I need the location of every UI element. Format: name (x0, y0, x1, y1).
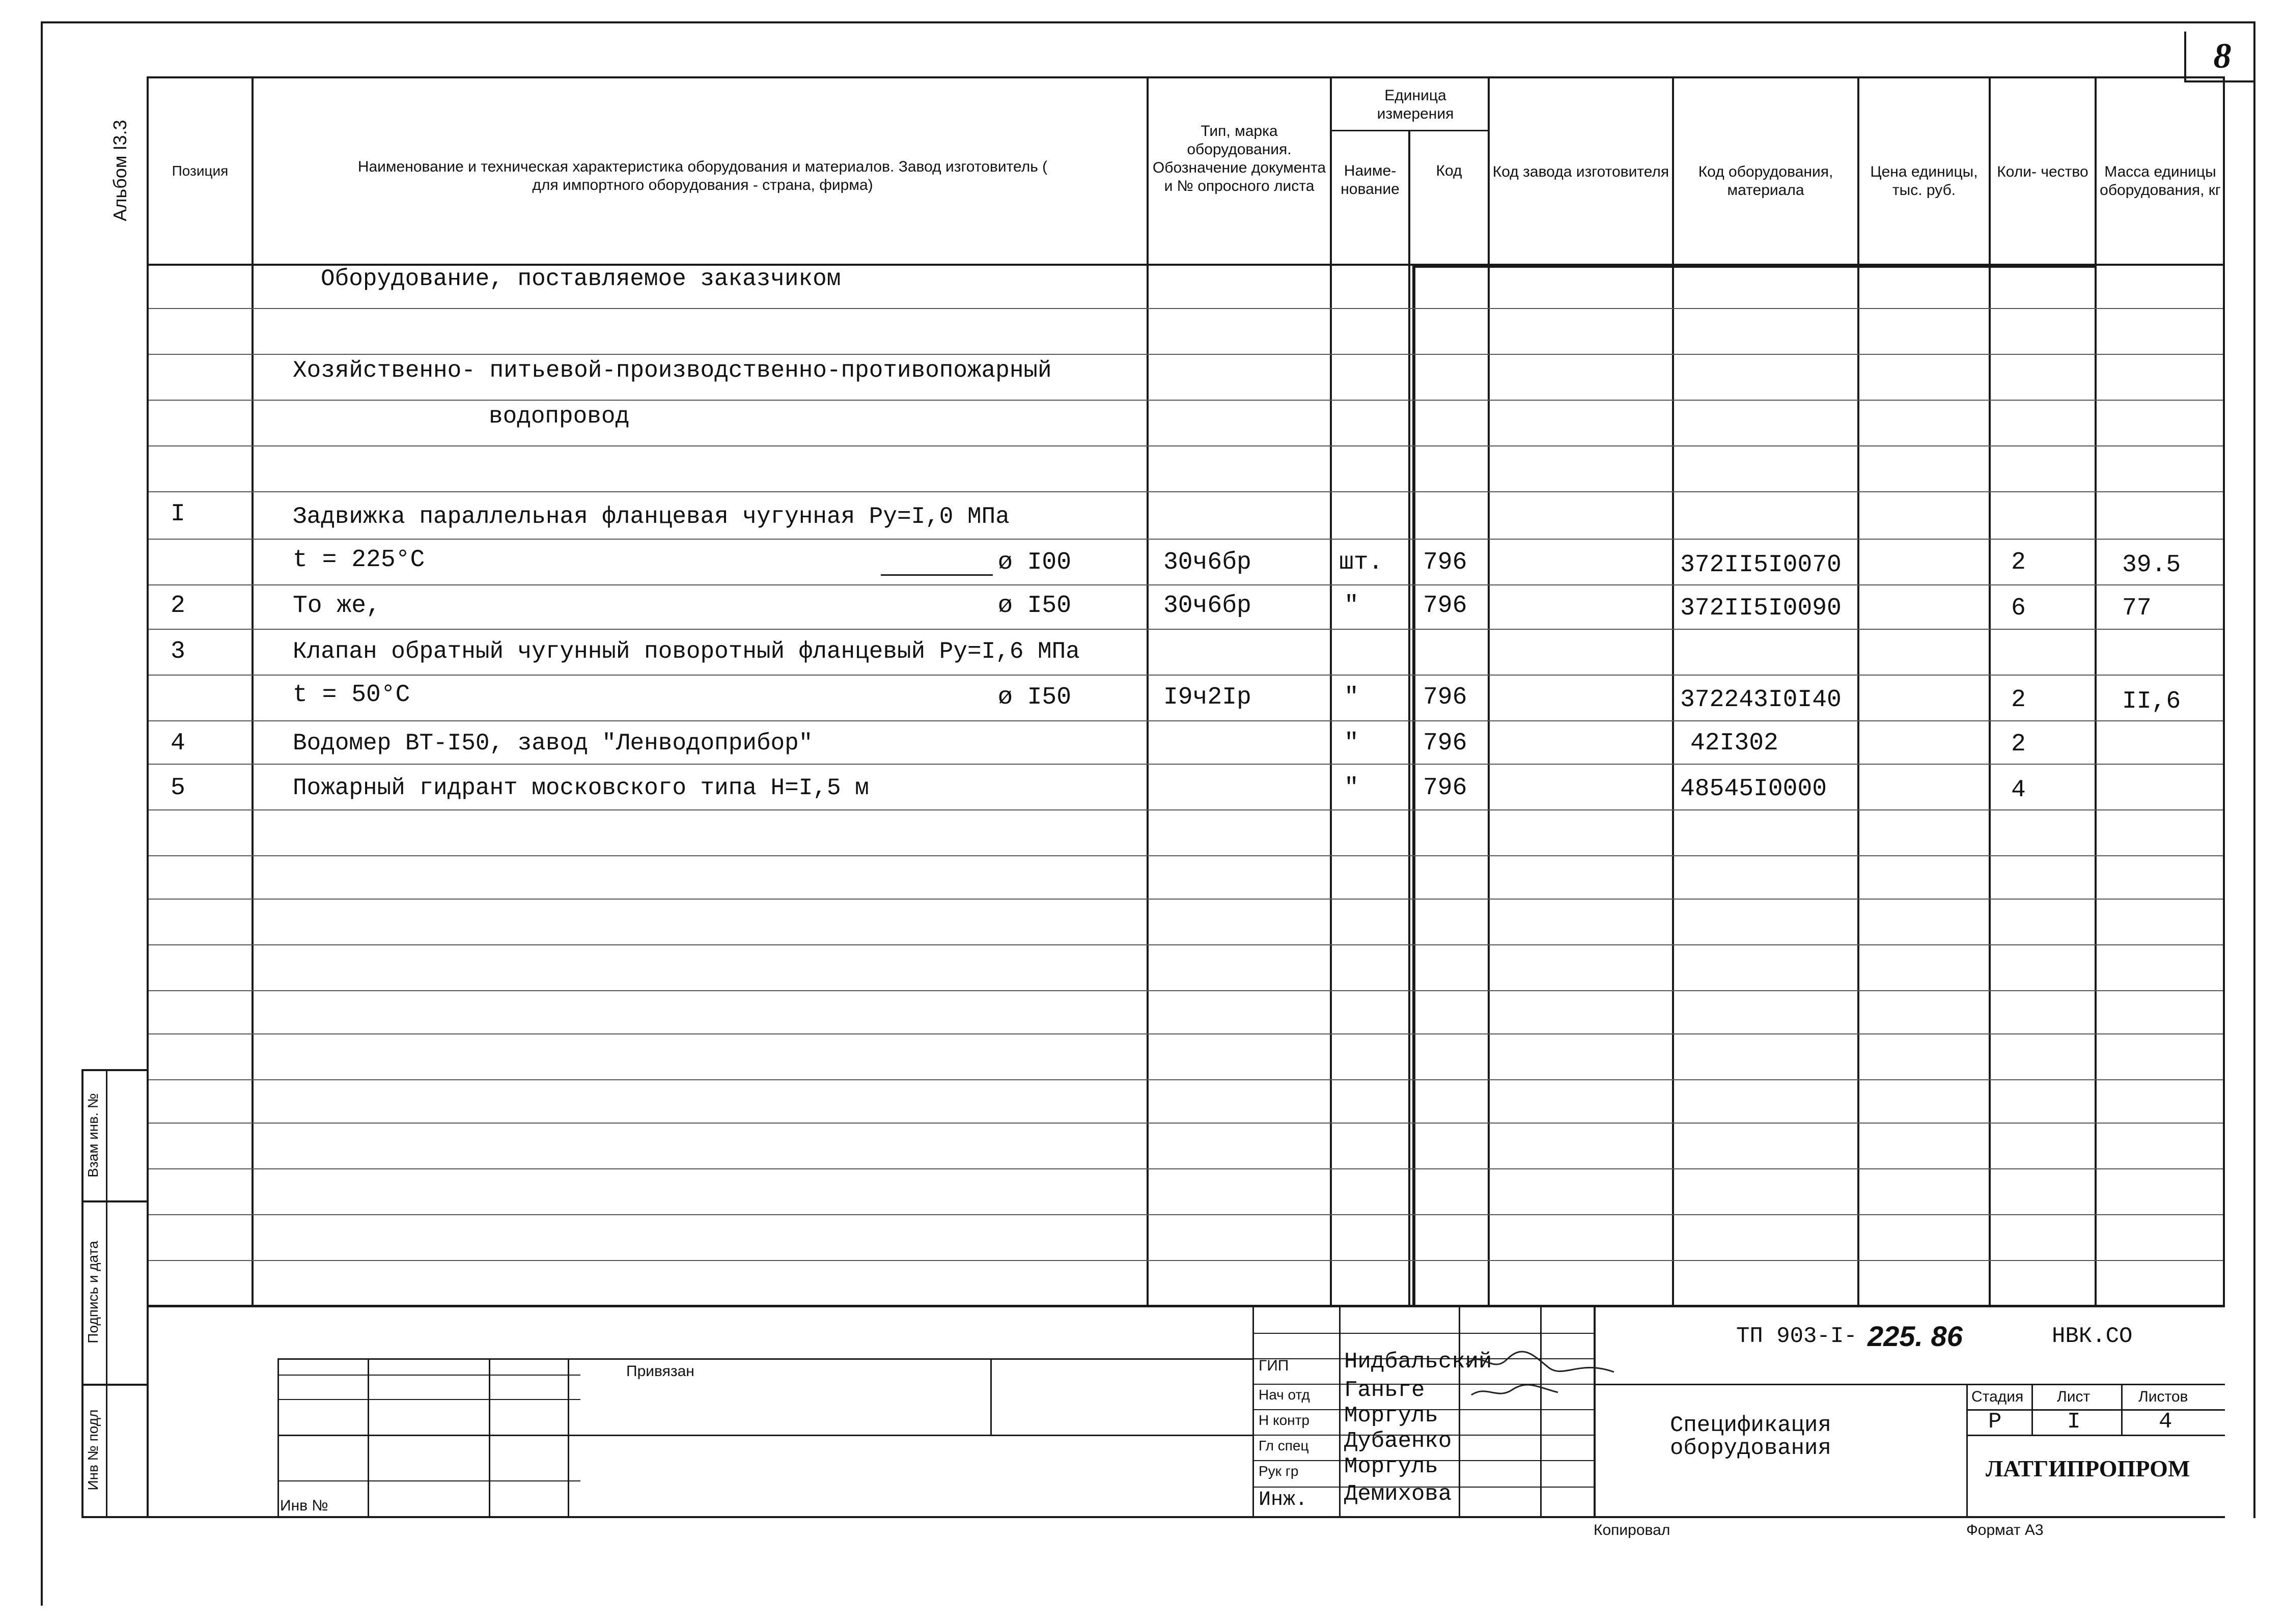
header-unit-group: Единица измерения (1377, 87, 1454, 122)
row-3-pos: 2 (171, 592, 185, 620)
sheets-value: 4 (2159, 1409, 2172, 1435)
row-separator (149, 675, 2223, 676)
header-type: Тип, марка оборудования. Обозначение документа и № опросного листа (1152, 123, 1326, 194)
row-2-code: 796 (1423, 549, 1467, 576)
header-position: Позиция (172, 163, 229, 179)
stamp-inv-orig: Инв № подл (85, 1409, 101, 1491)
row-7-code: 796 (1423, 774, 1467, 802)
row-5-qty: 2 (2011, 686, 2026, 714)
row-7-qty: 4 (2011, 776, 2026, 804)
row-5-name: t = 50°C (293, 681, 410, 709)
section-title: Оборудование, поставляемое заказчиком (321, 266, 841, 292)
section-subtitle-1: Хозяйственно- питьевой-производственно-противопожарный (293, 357, 1052, 384)
role-3: Гл спец (1259, 1438, 1309, 1453)
row-separator (149, 1214, 2223, 1215)
row-3-code: 796 (1423, 592, 1467, 620)
privyazan-label: Привязан (626, 1363, 694, 1380)
section-subtitle-2: водопровод (489, 403, 630, 430)
stamp-inv-exch: Взам инв. № (85, 1093, 101, 1178)
row-separator (149, 809, 2223, 810)
role-5: Инж. (1259, 1489, 1308, 1511)
row-separator (149, 445, 2223, 446)
row-7-unit: " (1344, 774, 1359, 802)
stage-value: Р (1988, 1409, 2002, 1435)
stage-label: Стадия (1971, 1388, 2024, 1405)
header-qty: Коли- чество (1997, 163, 2088, 180)
person-2: Моргуль (1344, 1403, 1438, 1429)
frame-top (41, 21, 2255, 23)
row-2-eq-code: 372II5I0070 (1680, 551, 1842, 579)
person-3: Дубаенко (1344, 1429, 1452, 1454)
row-5-code: 796 (1423, 684, 1467, 711)
person-4: Моргуль (1344, 1454, 1438, 1479)
row-separator (149, 1260, 2223, 1261)
row-3-type: 30ч6бр (1163, 592, 1251, 620)
frame-left (41, 21, 43, 1606)
row-3-eq-code: 372II5I0090 (1680, 595, 1842, 622)
role-4: Рук гр (1259, 1463, 1299, 1479)
row-2-unit: шт. (1339, 549, 1383, 576)
row-5-eq-code: 372243I0I40 (1680, 686, 1842, 714)
person-0: Нидбальский (1344, 1349, 1492, 1375)
person-1: Ганьге (1344, 1378, 1425, 1403)
person-5: Демихова (1344, 1481, 1452, 1507)
row-separator (149, 764, 2223, 765)
row-7-eq-code: 48545I0000 (1680, 775, 1827, 803)
row-separator (149, 1079, 2223, 1080)
inv-no-label: Инв № (280, 1497, 328, 1514)
row-6-eq-code: 42I302 (1690, 730, 1778, 757)
row-5-unit: " (1344, 684, 1359, 711)
row-6-qty: 2 (2011, 731, 2026, 758)
row-separator (149, 308, 2223, 309)
row-separator (149, 899, 2223, 900)
album-label: Альбом I3.3 (109, 120, 130, 221)
sheet-number: 8 (2213, 37, 2232, 76)
header-unit-name: Наиме- нование (1341, 162, 1400, 198)
row-separator (149, 354, 2223, 355)
header-price: Цена единицы, тыс. руб. (1870, 163, 1978, 199)
doc-code-prefix: ТП 903-I- (1736, 1324, 1857, 1349)
row-6-unit: " (1344, 730, 1359, 757)
row-4-name: Клапан обратный чугунный поворотный фланцевый Ру=I,6 МПа (293, 638, 1080, 665)
role-0: ГИП (1259, 1357, 1289, 1374)
row-separator (149, 491, 2223, 492)
format-label: Формат А3 (1966, 1522, 2044, 1538)
row-3-unit: " (1344, 592, 1359, 620)
row-6-pos: 4 (171, 730, 185, 757)
role-1: Нач отд (1259, 1387, 1310, 1403)
row-separator (149, 1168, 2223, 1169)
header-factory-code: Код завода изготовителя (1492, 163, 1669, 180)
org-name: ЛАТГИПРОПРОМ (1986, 1455, 2190, 1481)
row-separator (149, 855, 2223, 856)
row-2-dn: ø I00 (998, 549, 1072, 576)
doc-code-suffix: НВК.СО (2052, 1324, 2133, 1349)
frame-right (2253, 21, 2255, 1518)
row-6-name: Водомер ВТ-I50, завод "Ленводоприбор" (293, 730, 813, 757)
sheet-value: I (2067, 1409, 2081, 1435)
row-3-mass: 77 (2122, 595, 2152, 622)
header-name: Наименование и техническая характеристика оборудования и материалов. Завод изготовитель ( для импортного оборудования - страна, фирма) (357, 158, 1048, 193)
row-2-mass: 39.5 (2122, 551, 2181, 579)
role-2: Н контр (1259, 1412, 1309, 1428)
row-3-qty: 6 (2011, 595, 2026, 622)
sheet-label: Лист (2057, 1388, 2091, 1405)
doc-code-number: 225. 86 (1868, 1320, 1963, 1352)
row-separator (149, 400, 2223, 401)
row-6-code: 796 (1423, 730, 1467, 757)
row-5-mass: II,6 (2122, 688, 2181, 715)
header-mass: Масса единицы оборудования, кг (2100, 163, 2221, 199)
row-separator (149, 1123, 2223, 1124)
stamp-sign-date: Подпись и дата (85, 1241, 101, 1343)
row-separator (149, 990, 2223, 991)
copied-label: Копировал (1594, 1522, 1670, 1538)
doc-title-1: Спецификация (1670, 1413, 1831, 1438)
row-separator (149, 584, 2223, 585)
row-7-name: Пожарный гидрант московского типа Н=I,5 м (293, 775, 869, 801)
row-2-type: 30ч6бр (1163, 549, 1251, 576)
row-2-qty: 2 (2011, 549, 2026, 576)
header-equipment-code: Код оборудования, материала (1698, 163, 1833, 199)
row-separator (149, 1033, 2223, 1034)
sheets-label: Листов (2138, 1388, 2188, 1405)
row-3-name: То же, (293, 592, 381, 620)
row-2-name: t = 225°C (293, 546, 425, 574)
doc-title-2: оборудования (1670, 1436, 1831, 1461)
row-separator (149, 944, 2223, 945)
header-unit-code: Код (1436, 162, 1462, 179)
row-1-name: Задвижка параллельная фланцевая чугунная Ру=I,0 МПа (293, 503, 1010, 530)
row-5-dn: ø I50 (998, 684, 1072, 711)
row-separator (149, 629, 2223, 630)
row-separator (149, 539, 2223, 540)
row-4-pos: 3 (171, 638, 185, 665)
signature-strokes (1461, 1344, 1624, 1405)
row-3-dn: ø I50 (998, 592, 1072, 620)
row-separator (149, 720, 2223, 721)
row-1-pos: I (171, 500, 185, 528)
row-7-pos: 5 (171, 774, 185, 802)
row-5-type: I9ч2Iр (1163, 684, 1251, 711)
